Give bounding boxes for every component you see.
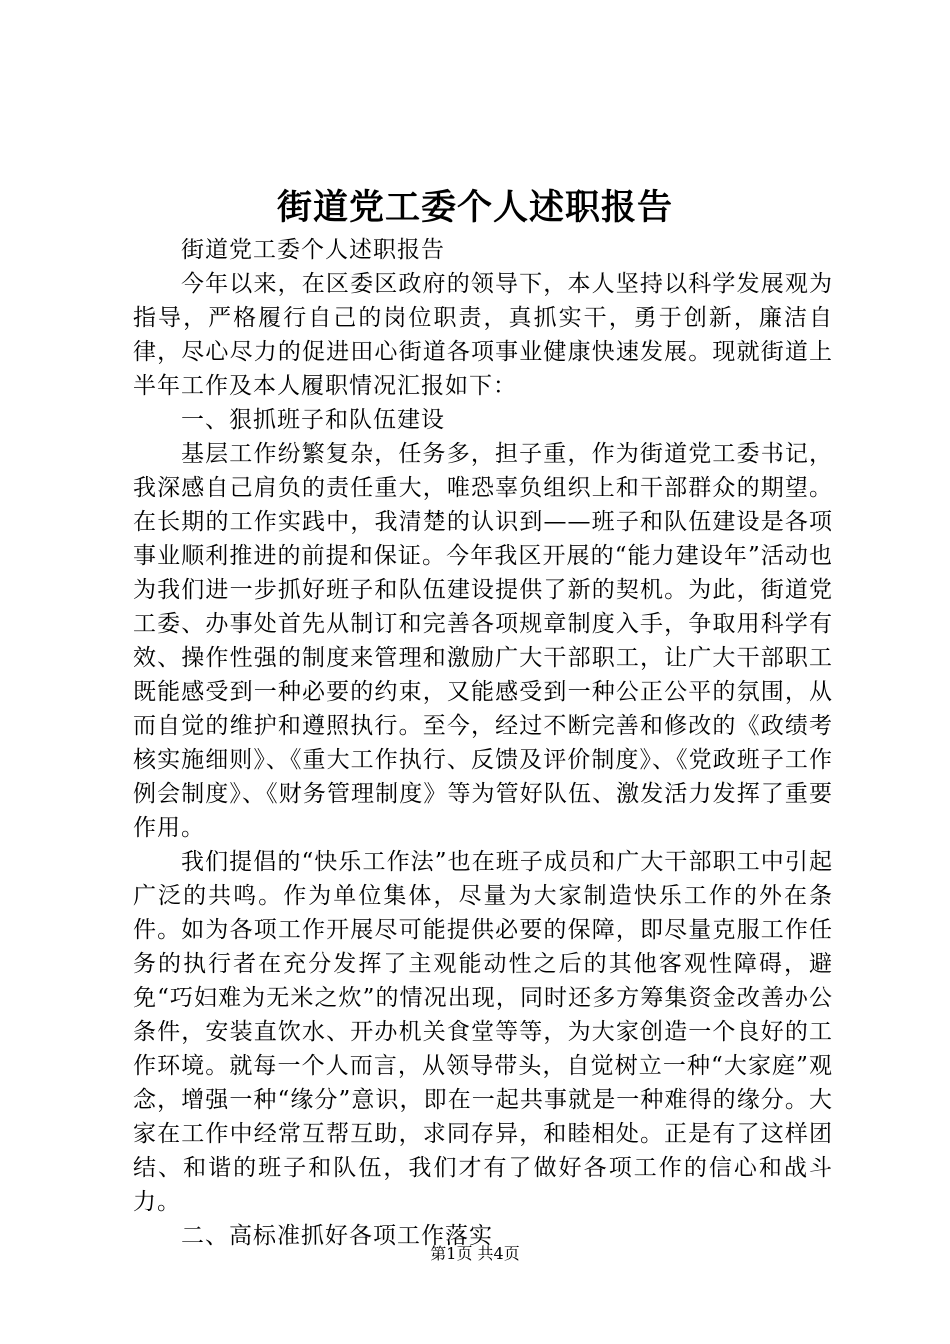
page-number-footer: 第1页 共4页 bbox=[430, 1244, 520, 1263]
section-heading-1: 一、狠抓班子和队伍建设 bbox=[181, 407, 445, 433]
section-heading-2: 二、高标准抓好各项工作落实 bbox=[181, 1223, 493, 1249]
intro-paragraph: 今年以来，在区委区政府的领导下，本人坚持以科学发展观为指导，严格履行自己的岗位职责，真抓实干，勇于创新，廉洁自律，尽心尽力的促进田心街道各项事业健康快速发展。现就街道上半年工作及本人履职情况汇报如下： bbox=[133, 271, 833, 399]
body-paragraph: 基层工作纷繁复杂，任务多，担子重，作为街道党工委书记，我深感自己肩负的责任重大，唯恐辜负组织上和干部群众的期望。在长期的工作实践中，我清楚的认识到——班子和队伍建设是各项事业顺利推进的前提和保证。今年我区开展的“能力建设年”活动也为我们进一步抓好班子和队伍建设提供了新的契机。为此，街道党工委、办事处首先从制订和完善各项规章制度入手，争取用科学有效、操作性强的制度来管理和激励广大干部职工，让广大干部职工既能感受到一种必要的约束，又能感受到一种公正公平的氛围，从而自觉的维护和遵照执行。至今，经过不断完善和修改的《政绩考核实施细则》、《重大工作执行、反馈及评价制度》、《党政班子工作例会制度》、《财务管理制度》等为管好队伍、激发活力发挥了重要作用。 bbox=[133, 441, 833, 841]
body-paragraph: 我们提倡的“快乐工作法”也在班子成员和广大干部职工中引起广泛的共鸣。作为单位集体，尽量为大家制造快乐工作的外在条件。如为各项工作开展尽可能提供必要的保障，即尽量克服工作任务的执行者在充分发挥了主观能动性之后的其他客观性障碍，避免“巧妇难为无米之炊”的情况出现，同时还多方筹集资金改善办公条件，安装直饮水、开办机关食堂等等，为大家创造一个良好的工作环境。就每一个人而言，从领导带头，自觉树立一种“大家庭”观念，增强一种“缘分”意识，即在一起共事就是一种难得的缘分。大家在工作中经常互帮互助，求同存异，和睦相处。正是有了这样团结、和谐的班子和队伍，我们才有了做好各项工作的信心和战斗力。 bbox=[133, 849, 833, 1215]
document-body bbox=[133, 233, 833, 1253]
subtitle-paragraph: 街道党工委个人述职报告 bbox=[181, 237, 445, 263]
document-title: 街道党工委个人述职报告 bbox=[276, 187, 673, 228]
